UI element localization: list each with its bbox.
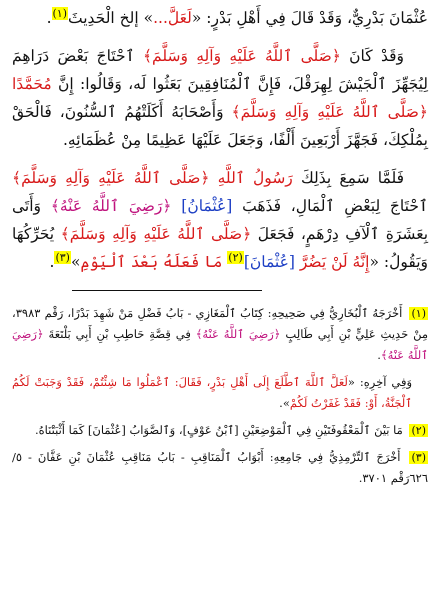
footnote-mark-2: (٢) <box>411 424 426 437</box>
text: مَا بَيْنَ ٱلْمَعْقُوفَتَيْنِ فِي ٱلْمَوْضِعَيْنِ [ٱبْنُ عَوْفٍ]، وَٱلصَّوَابُ [عُثْمَانَ] كَمَا أَثْبَتْنَاهُ. <box>34 423 407 437</box>
paragraph-1 <box>12 4 428 32</box>
text: . <box>377 348 381 362</box>
salawat-phrase: ﴿صَلَّى ٱللَّهُ عَلَيْهِ وَآلِهِ وَسَلَّمَ﴾ <box>12 169 210 187</box>
footnote-ref-1[interactable]: (١) <box>52 6 68 20</box>
footnote-3 <box>12 447 428 489</box>
text <box>172 197 182 215</box>
footnote-mark-1: (١) <box>411 307 426 320</box>
text: ٱحْتَاجَ لِبَعْضِ ٱلْمَالِ، فَذَهَبَ <box>232 197 428 215</box>
salawat-phrase: ﴿صَلَّى ٱللَّهُ عَلَيْهِ وَآلِهِ وَسَلَّمَ﴾ <box>231 103 428 121</box>
text: فَلَمَّا سَمِعَ بِذَلِكَ <box>292 169 404 187</box>
footnotes <box>12 303 428 489</box>
text: وَأَتَى بِعَشَرَةِ ٱلْآفِ دِرْهَمٍ، فَجَعَلَ <box>12 197 429 243</box>
text: » إلخ الْحَدِيثَ <box>68 9 154 27</box>
radi-phrase: ﴿رَضِيَ ٱللَّهُ عَنْهُ﴾ <box>12 327 428 362</box>
text: ٱحْتَاجَ بَعْضَ دَرَاهِمَ لِيُجَهِّزَ ٱلْجَيْشَ لِهِرَقْلَ، فَإِنَّ ٱلْمُنَافِقِينَ بَعَثُوا لَه، وَقَالُوا: إِنَّ <box>12 47 428 93</box>
text: عُثْمَانَ بَدْرِيٌّ، وَقَدْ قَالَ فِي أَهْلِ بَدْرٍ: « <box>191 9 428 27</box>
prophet-title: رَسُولُ ٱللَّهِ <box>217 169 293 187</box>
text: . <box>49 253 55 271</box>
text: . <box>46 9 52 27</box>
text: أَخْرَجَ ٱلتِّرْمِذِيُّ فِي جَامِعِهِ: أَبْوَابُ ٱلْمَنَاقِبِ - بَابُ مَنَاقِبِ عُثْمَانَ بْنِ عَفَّانَ - ٥/ ٦٢٦رَقْم ٣٧٠١. <box>12 450 428 485</box>
hadith-quote: إِنَّهُ لَنْ يَضُرَّ <box>294 253 370 271</box>
text: وَقَدْ كَانَ <box>340 47 404 65</box>
prophet-name: مُحَمَّدًا <box>12 75 52 93</box>
name-uthman: [عُثْمَانَ] <box>243 253 295 271</box>
text: فِي قِصَّةِ حَاطِبِ بْنِ أَبِي بَلْتَعَةَ <box>43 327 196 341</box>
main-text <box>12 4 428 276</box>
text: وَفِي آخِرِهِ: « <box>347 375 412 389</box>
footnote-2 <box>12 420 428 441</box>
footnote-divider <box>72 290 262 291</box>
footnote-ref-2[interactable]: (٢) <box>228 250 243 264</box>
footnote-ref-3[interactable]: (٣) <box>55 250 70 264</box>
text: ». <box>279 396 290 410</box>
footnote-1-continuation <box>12 372 428 414</box>
footnote-1 <box>12 303 428 366</box>
paragraph-3 <box>12 164 428 276</box>
hadith-quote: مَا فَعَلَهُ بَعْدَ ٱلْيَوْمِ <box>80 253 228 271</box>
hadith-quote: لَعَلَّ... <box>153 9 192 27</box>
text: » <box>70 253 81 271</box>
paragraph-2 <box>12 42 428 154</box>
text <box>209 169 217 187</box>
name-uthman: [عُثْمَانُ] <box>181 197 233 215</box>
radi-phrase: ﴿رَضِيَ ٱللَّهُ عَنْهُ﴾ <box>50 197 172 215</box>
salawat-phrase: ﴿صَلَّى ٱللَّهُ عَلَيْهِ وَآلِهِ وَسَلَّمَ﴾ <box>142 47 341 65</box>
text: يُحَرِّكُهَا وَيَقُولُ: « <box>12 225 428 271</box>
hadith-quote: لَعَلَّ ٱللَّهَ ٱطَّلَعَ إِلَى أَهْلِ بَدْرٍ، فَقَالَ: ٱعْمَلُوا مَا شِئْتُمْ، فَقَدْ وَجَبَتْ لَكُمُ ٱلْجَنَّةُ، أَوْ: فَقَدْ غَفَرْتُ لَكُمْ <box>12 375 412 410</box>
salawat-phrase: ﴿صَلَّى ٱللَّهُ عَلَيْهِ وَآلِهِ وَسَلَّمَ﴾ <box>60 225 252 243</box>
text: أَخْرَجَهُ ٱلْبُخَارِيُّ فِي صَحِيحِهِ: كِتَابُ ٱلْمَغَازِي - بَابُ فَضْلِ مَنْ شَهِدَ بَدْرًا، رَقْم ٣٩٨٣، مِنْ حَدِيثِ عَلِيٍّ بْنِ أَبِي طَالِبٍ <box>12 306 428 341</box>
radi-phrase: ﴿رَضِيَ ٱللَّهُ عَنْهُ﴾ <box>195 327 281 341</box>
footnote-mark-3: (٣) <box>411 451 426 464</box>
text: وَأَصْحَابَهُ أَكَلَتْهُمُ ٱلسُّنُونَ، فَالْحَقْ بِمُلْكِكَ، فَجَهَّزَ أَرْبَعِينَ أَلْفًا، وَجَعَلَ عَلَيْهَا عَظِيمًا مِنْ عُظَمَائِهِ. <box>12 103 428 149</box>
